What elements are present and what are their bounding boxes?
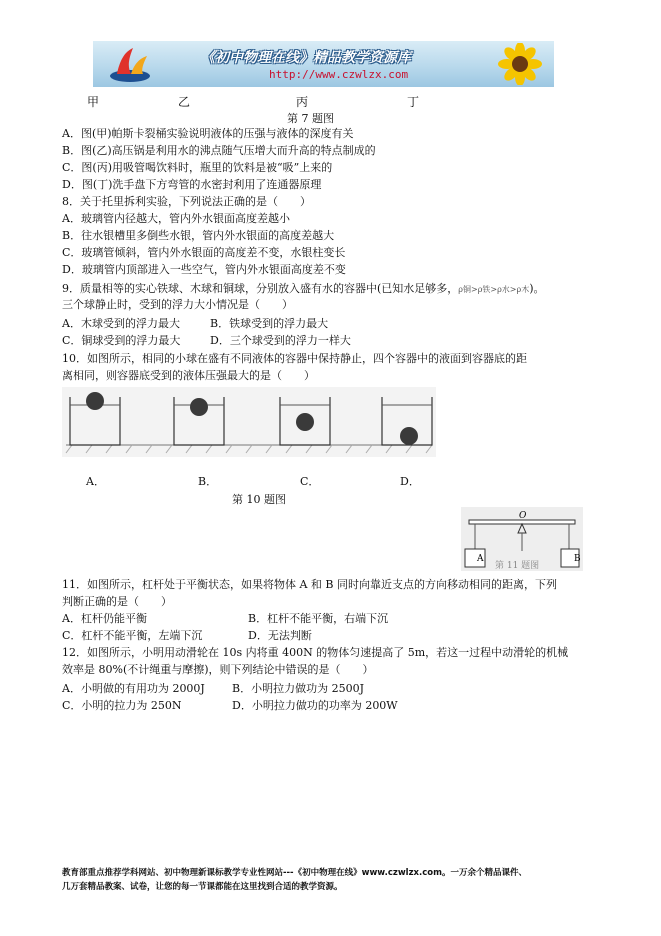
fig7-label-c: 丙	[296, 95, 309, 109]
q12-option-d: D．小明拉力做功的功率为 200W	[232, 699, 398, 712]
fig11-pivot-label: O	[519, 511, 527, 521]
q12-stem-line2: 效率是 80%(不计绳重与摩擦)，则下列结论中错误的是（ ）	[62, 663, 374, 676]
header-banner	[93, 41, 554, 87]
footer-line2: 几万套精品教案、试卷，让您的每一节课都能在这里找到合适的教学资源。	[62, 882, 343, 892]
fig11-label-a: A	[477, 554, 484, 564]
q9-option-b: B．铁球受到的浮力最大	[210, 317, 329, 330]
q11-option-c: C．杠杆不能平衡，左端下沉	[62, 629, 203, 642]
q11-option-a: A．杠杆仍能平衡	[62, 612, 147, 625]
q11-stem-line1: 11．如图所示，杠杆处于平衡状态，如果将物体 A 和 B 同时向靠近支点的方向移动相同的距离，下列	[62, 578, 558, 591]
q9-stem-line2: 三个球静止时，受到的浮力大小情况是（ ）	[62, 298, 293, 311]
q10-option-c: C．	[300, 475, 320, 488]
fig7-label-a: 甲	[87, 95, 100, 109]
q10-option-b: B．	[198, 475, 218, 488]
q9-option-a: A．木球受到的浮力最大	[62, 317, 180, 330]
q8-option-d: D．玻璃管内顶部进入一些空气，管内外水银面高度差不变	[62, 263, 346, 276]
q8-option-b: B．往水银槽里多倒些水银，管内外水银面的高度差越大	[62, 229, 335, 242]
fig7-label-b: 乙	[178, 95, 191, 109]
q9-stem-end: )。	[529, 282, 545, 295]
fig7-caption: 第 7 题图	[287, 112, 334, 125]
logo-icon	[107, 44, 153, 84]
q10-stem-line1: 10．如图所示，相同的小球在盛有不同液体的容器中保持静止，四个容器中的液面到容器底的距	[62, 352, 527, 365]
fig11-label-b: B	[574, 554, 581, 564]
footer-line1: 教育部重点推荐学科网站、初中物理新课标教学专业性网站---《初中物理在线》www.czwlzx.com。一万余个精品课件、	[62, 868, 527, 878]
q12-option-c: C．小明的拉力为 250N	[62, 699, 182, 712]
q9-option-c: C．铜球受到的浮力最大	[62, 334, 181, 347]
fig7-label-d: 丁	[407, 95, 420, 109]
q10-option-a: A．	[86, 475, 105, 488]
fig11-lever	[461, 507, 583, 571]
q7-option-b: B．图(乙)高压锅是利用水的沸点随气压增大而升高的特点制成的	[62, 144, 376, 157]
q8-option-c: C．玻璃管倾斜，管内外水银面的高度差不变，水银柱变长	[62, 246, 346, 259]
q9-option-d: D．三个球受到的浮力一样大	[210, 334, 351, 347]
q11-option-b: B．杠杆不能平衡，右端下沉	[248, 612, 389, 625]
q11-option-d: D．无法判断	[248, 629, 312, 642]
q8-option-a: A．玻璃管内径越大，管内外水银面高度差越小	[62, 212, 290, 225]
q12-option-a: A．小明做的有用功为 2000J	[62, 682, 205, 695]
q9-stem-text: 9．质量相等的实心铁球、木球和铜球，分别放入盛有水的容器中(已知水足够多，	[62, 282, 459, 295]
q12-option-b: B．小明拉力做功为 2500J	[232, 682, 364, 695]
q9-stem-line1	[62, 282, 545, 297]
fig11-caption: 第 11 题图	[495, 561, 540, 571]
q7-option-a: A．图(甲)帕斯卡裂桶实验说明液体的压强与液体的深度有关	[62, 127, 354, 140]
q11-stem-line2: 判断正确的是（ ）	[62, 595, 172, 608]
q10-caption: 第 10 题图	[232, 493, 286, 506]
q8-stem: 8．关于托里拆利实验，下列说法正确的是（ ）	[62, 195, 311, 208]
banner-url: http://www.czwlzx.com	[269, 68, 409, 81]
q9-density-order: ρ铜>ρ铁>ρ水>ρ木	[458, 285, 530, 294]
banner-title: 《初中物理在线》精品教学资源库	[201, 50, 411, 66]
q10-stem-line2: 离相同，则容器底受到的液体压强最大的是（ ）	[62, 369, 315, 382]
q7-option-c: C．图(丙)用吸管喝饮料时，瓶里的饮料是被“吸”上来的	[62, 161, 333, 174]
q12-stem-line1: 12．如图所示，小明用动滑轮在 10s 内将重 400N 的物体匀速提高了 5m，若这一过程中动滑轮的机械	[62, 646, 569, 659]
q10-option-d: D．	[400, 475, 420, 488]
sunflower-icon	[490, 43, 546, 85]
q7-option-d: D．图(丁)洗手盘下方弯管的水密封利用了连通器原理	[62, 178, 322, 191]
q10-figure	[62, 387, 436, 457]
